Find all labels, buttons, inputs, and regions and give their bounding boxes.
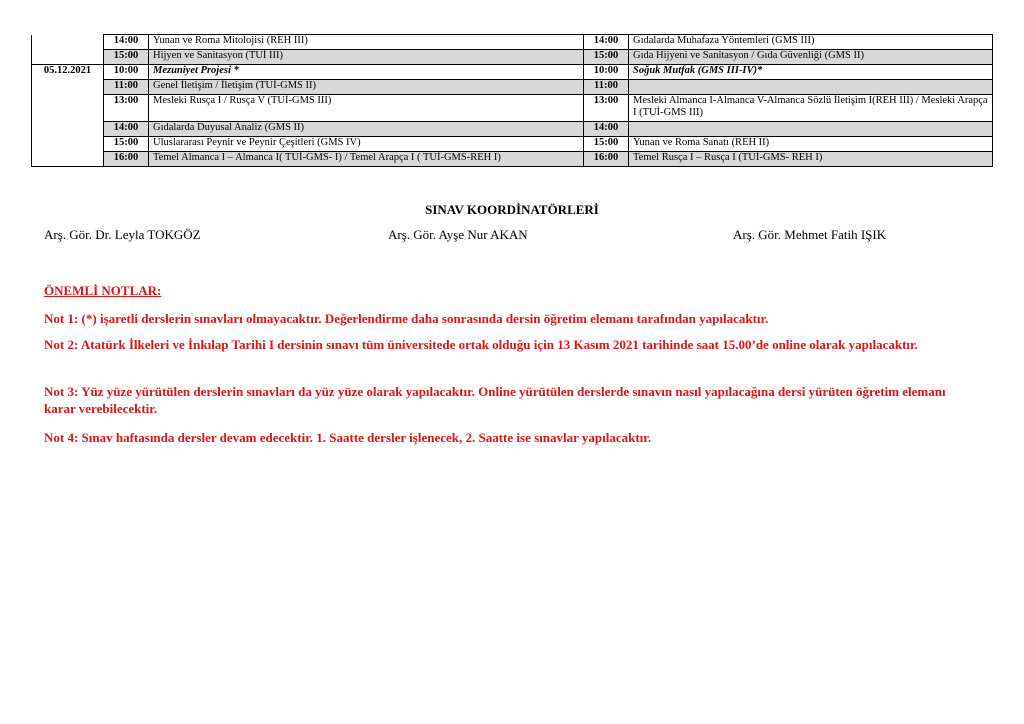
notes-heading: ÖNEMLİ NOTLAR: bbox=[44, 283, 162, 298]
time-cell: 15:00 bbox=[104, 50, 149, 65]
date-cell: 05.12.2021 bbox=[32, 65, 104, 80]
time-cell: 14:00 bbox=[104, 122, 149, 137]
course-cell: Hijyen ve Sanitasyon (TUİ III) bbox=[149, 50, 584, 65]
course-cell: Genel İletişim / İletişim (TUİ-GMS II) bbox=[149, 80, 584, 95]
course-cell: Yunan ve Roma Mitolojisi (REH III) bbox=[149, 35, 584, 50]
time-cell: 11:00 bbox=[104, 80, 149, 95]
course-cell: Mesleki Almanca I-Almanca V-Almanca Sözlü İletişim I(REH III) / Mesleki Arapça I (TUİ-GMS III) bbox=[629, 95, 993, 122]
time-cell: 14:00 bbox=[584, 35, 629, 50]
table-row bbox=[32, 65, 993, 80]
course-cell: Temel Rusça I – Rusça I (TUİ-GMS- REH I) bbox=[629, 152, 993, 167]
table-row bbox=[32, 95, 993, 122]
time-cell: 14:00 bbox=[584, 122, 629, 137]
course-cell bbox=[629, 80, 993, 95]
date-cell bbox=[32, 122, 104, 137]
time-cell: 13:00 bbox=[584, 95, 629, 122]
time-cell: 10:00 bbox=[104, 65, 149, 80]
note-item: Not 1: (*) işaretli derslerin sınavları olmayacaktır. Değerlendirme daha sonrasında dersin öğretim elemanı tarafından yapılacaktır. bbox=[44, 311, 769, 326]
course-cell: Gıdalarda Duyusal Analiz (GMS II) bbox=[149, 122, 584, 137]
course-cell: Gıdalarda Muhafaza Yöntemleri (GMS III) bbox=[629, 35, 993, 50]
time-cell: 15:00 bbox=[104, 137, 149, 152]
coordinator-name: Arş. Gör. Mehmet Fatih IŞIK bbox=[733, 227, 887, 242]
note-item: Not 2: Atatürk İlkeleri ve İnkılap Tarihi I dersinin sınavı tüm üniversitede ortak olduğu için 13 Kasım 2021 tarihinde saat 15.00’de online olarak yapılacaktır. bbox=[44, 337, 918, 352]
exam-schedule-table bbox=[31, 34, 993, 167]
time-cell: 11:00 bbox=[584, 80, 629, 95]
course-cell: Temel Almanca I – Almanca I( TUİ-GMS- I) / Temel Arapça I ( TUİ-GMS-REH I) bbox=[149, 152, 584, 167]
time-cell: 16:00 bbox=[104, 152, 149, 167]
time-cell: 10:00 bbox=[584, 65, 629, 80]
table-row bbox=[32, 152, 993, 167]
coordinators-title: SINAV KOORDİNATÖRLERİ bbox=[425, 202, 599, 217]
course-cell bbox=[629, 122, 993, 137]
table-row bbox=[32, 137, 993, 152]
note-item: Not 3: Yüz yüze yürütülen derslerin sınavları da yüz yüze olarak yapılacaktır. Online yürütülen derslerde sınavın nasıl yapılacağına dersi yürüten öğretim elemanı karar verebilecektir. bbox=[44, 384, 946, 416]
time-cell: 14:00 bbox=[104, 35, 149, 50]
date-cell bbox=[32, 152, 104, 167]
course-cell: Soğuk Mutfak (GMS III-IV)* bbox=[629, 65, 993, 80]
table-row bbox=[32, 50, 993, 65]
course-cell: Gıda Hijyeni ve Sanitasyon / Gıda Güvenliği (GMS II) bbox=[629, 50, 993, 65]
table-row bbox=[32, 80, 993, 95]
time-cell: 13:00 bbox=[104, 95, 149, 122]
date-cell bbox=[32, 137, 104, 152]
course-cell: Mezuniyet Projesi * bbox=[149, 65, 584, 80]
date-cell bbox=[32, 50, 104, 65]
time-cell: 16:00 bbox=[584, 152, 629, 167]
course-cell: Mesleki Rusça I / Rusça V (TUİ-GMS III) bbox=[149, 95, 584, 122]
date-cell bbox=[32, 80, 104, 95]
date-cell bbox=[32, 95, 104, 122]
date-cell bbox=[32, 35, 104, 50]
coordinator-name: Arş. Gör. Ayşe Nur AKAN bbox=[388, 227, 528, 242]
table-row bbox=[32, 35, 993, 50]
note-item: Not 4: Sınav haftasında dersler devam edecektir. 1. Saatte dersler işlenecek, 2. Saatte ise sınavlar yapılacaktır. bbox=[44, 430, 652, 445]
time-cell: 15:00 bbox=[584, 137, 629, 152]
coordinator-name: Arş. Gör. Dr. Leyla TOKGÖZ bbox=[44, 227, 201, 242]
time-cell: 15:00 bbox=[584, 50, 629, 65]
table-row bbox=[32, 122, 993, 137]
course-cell: Yunan ve Roma Sanatı (REH II) bbox=[629, 137, 993, 152]
course-cell: Uluslararası Peynir ve Peynir Çeşitleri (GMS IV) bbox=[149, 137, 584, 152]
